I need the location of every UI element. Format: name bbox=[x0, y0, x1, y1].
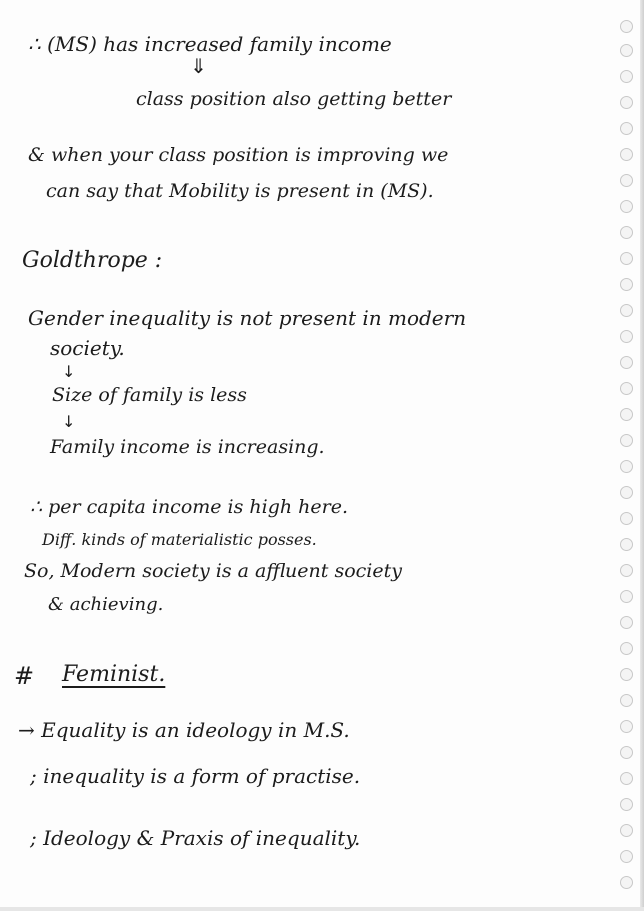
binder-hole bbox=[620, 200, 633, 213]
binder-hole bbox=[620, 330, 633, 343]
binder-hole bbox=[620, 720, 633, 733]
binder-hole bbox=[620, 746, 633, 759]
note-line-6: society. bbox=[50, 336, 125, 360]
binder-hole bbox=[620, 564, 633, 577]
binder-hole bbox=[620, 408, 633, 421]
binder-hole bbox=[620, 226, 633, 239]
binder-hole bbox=[620, 616, 633, 629]
binder-hole bbox=[620, 252, 633, 265]
page-edge bbox=[640, 0, 644, 911]
binder-hole bbox=[620, 512, 633, 525]
binder-hole bbox=[620, 850, 633, 863]
note-line-2: class position also getting better bbox=[136, 88, 452, 110]
binder-hole bbox=[620, 174, 633, 187]
note-line-11: So, Modern society is a affluent society bbox=[24, 560, 402, 582]
note-line-10: Diff. kinds of materialistic posses. bbox=[42, 530, 317, 549]
note-line-12: & achieving. bbox=[48, 594, 164, 615]
binder-hole bbox=[620, 668, 633, 681]
note-line-1: ∴ (MS) has increased family income bbox=[28, 32, 392, 56]
binder-hole bbox=[620, 148, 633, 161]
binder-hole bbox=[620, 642, 633, 655]
binder-hole bbox=[620, 486, 633, 499]
binder-hole bbox=[620, 798, 633, 811]
binder-hole bbox=[620, 694, 633, 707]
binder-hole bbox=[620, 772, 633, 785]
binder-hole bbox=[620, 538, 633, 551]
binder-hole bbox=[620, 20, 633, 33]
note-line-5: Gender inequality is not present in modern bbox=[28, 306, 467, 330]
down-arrow-icon: ↓ bbox=[62, 362, 76, 381]
binder-hole bbox=[620, 96, 633, 109]
heading-feminist: Feminist. bbox=[62, 662, 166, 687]
binder-hole bbox=[620, 70, 633, 83]
note-line-4: can say that Mobility is present in (MS). bbox=[46, 180, 434, 202]
note-line-15: ; Ideology & Praxis of inequality. bbox=[30, 826, 361, 850]
note-line-3: & when your class position is improving we bbox=[28, 144, 449, 166]
binder-hole bbox=[620, 590, 633, 603]
binder-hole bbox=[620, 460, 633, 473]
binder-hole bbox=[620, 356, 633, 369]
binder-hole bbox=[620, 304, 633, 317]
double-down-arrow-icon: ⇓ bbox=[190, 54, 207, 78]
hash-symbol: # bbox=[14, 662, 35, 690]
binder-holes bbox=[620, 20, 636, 900]
note-line-8: Family income is increasing. bbox=[50, 436, 325, 458]
note-line-14: ; inequality is a form of practise. bbox=[30, 764, 361, 788]
note-line-13: → Equality is an ideology in M.S. bbox=[18, 718, 350, 742]
note-line-7: Size of family is less bbox=[52, 384, 247, 406]
binder-hole bbox=[620, 122, 633, 135]
binder-hole bbox=[620, 382, 633, 395]
down-arrow-icon: ↓ bbox=[62, 412, 76, 431]
page-bottom-edge bbox=[0, 907, 644, 911]
binder-hole bbox=[620, 44, 633, 57]
heading-goldthrope: Goldthrope : bbox=[22, 248, 163, 273]
binder-hole bbox=[620, 876, 633, 889]
note-line-9: ∴ per capita income is high here. bbox=[30, 496, 349, 518]
binder-hole bbox=[620, 434, 633, 447]
binder-hole bbox=[620, 278, 633, 291]
binder-hole bbox=[620, 824, 633, 837]
